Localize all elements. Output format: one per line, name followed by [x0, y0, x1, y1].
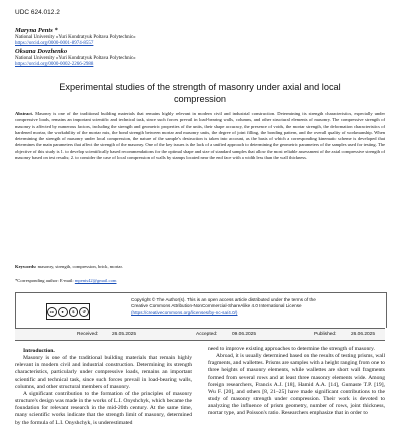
body-paragraph: Abroad, it is usually determined based on the results of testing prisms, wall fragments, and wallettes. Prisms are samples with a height ranging from one to three heights of masonry elements, while wallettes are short wall fragments formed from several rows and at least three masonry elements wide. Among foreign researchers, Francis A.J. [18], Hamid A.A. [14], Gumaste T.P. [19], Wu F. [20], and others [8, 21–25] have made significant contributions to the study of masonry strength under compression. Their work is devoted to analyzing the influence of prism geometry, number of rows, joint thickness, mortar type, and Poisson's ratio. Researchers emphasize that in order to [208, 353, 385, 417]
body-column-right [208, 346, 385, 418]
orcid-link[interactable]: https://orcid.org/0000-0002-2266-2988 [15, 61, 94, 67]
orcid-link[interactable]: https://orcid.org/0000-0001-8974-8557 [15, 41, 94, 47]
accepted-date: 09.06.2025 [232, 331, 257, 337]
author-affiliation: National University «Yuri Kondratyuk Poltava Polytechnic» [15, 55, 136, 61]
udc-code: UDC 624.012.2 [15, 9, 60, 16]
article-title: Experimental studies of the strength of masonry under axial and local compression [59, 82, 341, 104]
body-paragraph: A significant contribution to the formation of the principles of masonry structure's design was made in the works of L.I. Onyshchyk, which became the foundation for relevant research in the mid-20th century. At the same time, many scientific works indicate that the strength limit of masonry, determined by the formula of L.I. Onyshchyk, is underestimated [15, 390, 193, 426]
author-1 [15, 27, 315, 48]
keywords [15, 264, 385, 269]
license-box [15, 292, 387, 328]
sa-icon: ↺ [79, 307, 89, 317]
section-heading-introduction: Introduction. [23, 348, 55, 354]
publication-dates [15, 328, 385, 341]
body-paragraph: Masonry is one of the traditional building materials that remain highly relevant in modern civil and industrial construction. Determining its strength characteristics, particularly under compressive loads, remains an important scientific and technical task, since such forces prevail in load-bearing walls, columns, and other structural members of masonry. [15, 355, 192, 390]
keywords-label: Keywords: [15, 264, 37, 269]
abstract [15, 111, 385, 161]
body-paragraph-continued: need to improve existing approaches to determine the strength of masonry. [208, 346, 375, 352]
license-line-2: Creative Commons Attribution-NonCommercial-ShareAlike 4.0 International License [131, 303, 302, 309]
published-label: Published: [314, 331, 337, 337]
email-link[interactable]: mpents42@gmail.com [74, 278, 117, 283]
abstract-text: Masonry is one of the traditional building materials that remains highly relevant in modern civil and industrial construction. Determining its strength characteristics, especially under compressive loads, remains an important scientific and technical task, since such forces prevail in load-bearing walls, columns, and other structural elements of masonry. The compressive strength of masonry is affected by numerous factors, including the strength and geometric properties of the units, their shape accuracy, the presence of voids, the mortar strength, the deformation characteristics of hardened mortar, the workability of the mortar mix, the bond strength between mortar and masonry units, the degree of joint filling, the bonding pattern, and the overall quality of workmanship. When determining the strength of masonry under local compression, the nature of the sample's destruction is taken into account, as the basis of which a corresponding kinematic scheme is developed that determines the main parameters that affect the strength of the masonry. One of the key issues is the lack of a unified approach to determining the geometric parameters of the samples used for testing. The objective of this study is 1. to develop scientifically based recommendations for the optimal shape and size of standard samples that allow the most reliable assessment of the axial compressive strength of masonry based on test results; 2. to consider the case of local compression of walls by stamps located near the end face with a width less than the wall thickness. [15, 111, 385, 160]
corresponding-author [15, 278, 385, 283]
author-2 [15, 48, 315, 69]
license-link[interactable]: (https://creativecommons.org/licenses/by-nc-sa/4.0/) [131, 309, 238, 315]
cc-icon: cc [47, 307, 57, 317]
abstract-label: Abstract. [15, 111, 34, 116]
author-block [15, 27, 315, 68]
nc-icon: $ [69, 307, 79, 317]
accepted-label: Accepted: [196, 331, 218, 337]
received-label: Received: [77, 331, 99, 337]
author-name: Maryna Pents * [15, 27, 58, 34]
cc-license-logo [46, 303, 90, 320]
license-line-1: Copyright © The Author(s). This is an open access article distributed under the terms of the [131, 297, 316, 302]
corresponding-label: *Corresponding author: E-mail: [15, 278, 74, 283]
by-icon: ● [58, 307, 68, 317]
keywords-text: masonry, strength, compression, brick, mortar. [37, 264, 123, 269]
body-column-left [15, 348, 192, 427]
author-name: Oksana Dovzhenko [15, 47, 68, 55]
published-date: 26.06.2025 [351, 331, 376, 337]
author-affiliation: National University «Yuri Kondratyuk Poltava Polytechnic» [15, 35, 136, 40]
received-date: 26.05.2025 [112, 331, 137, 337]
license-text [131, 297, 376, 316]
